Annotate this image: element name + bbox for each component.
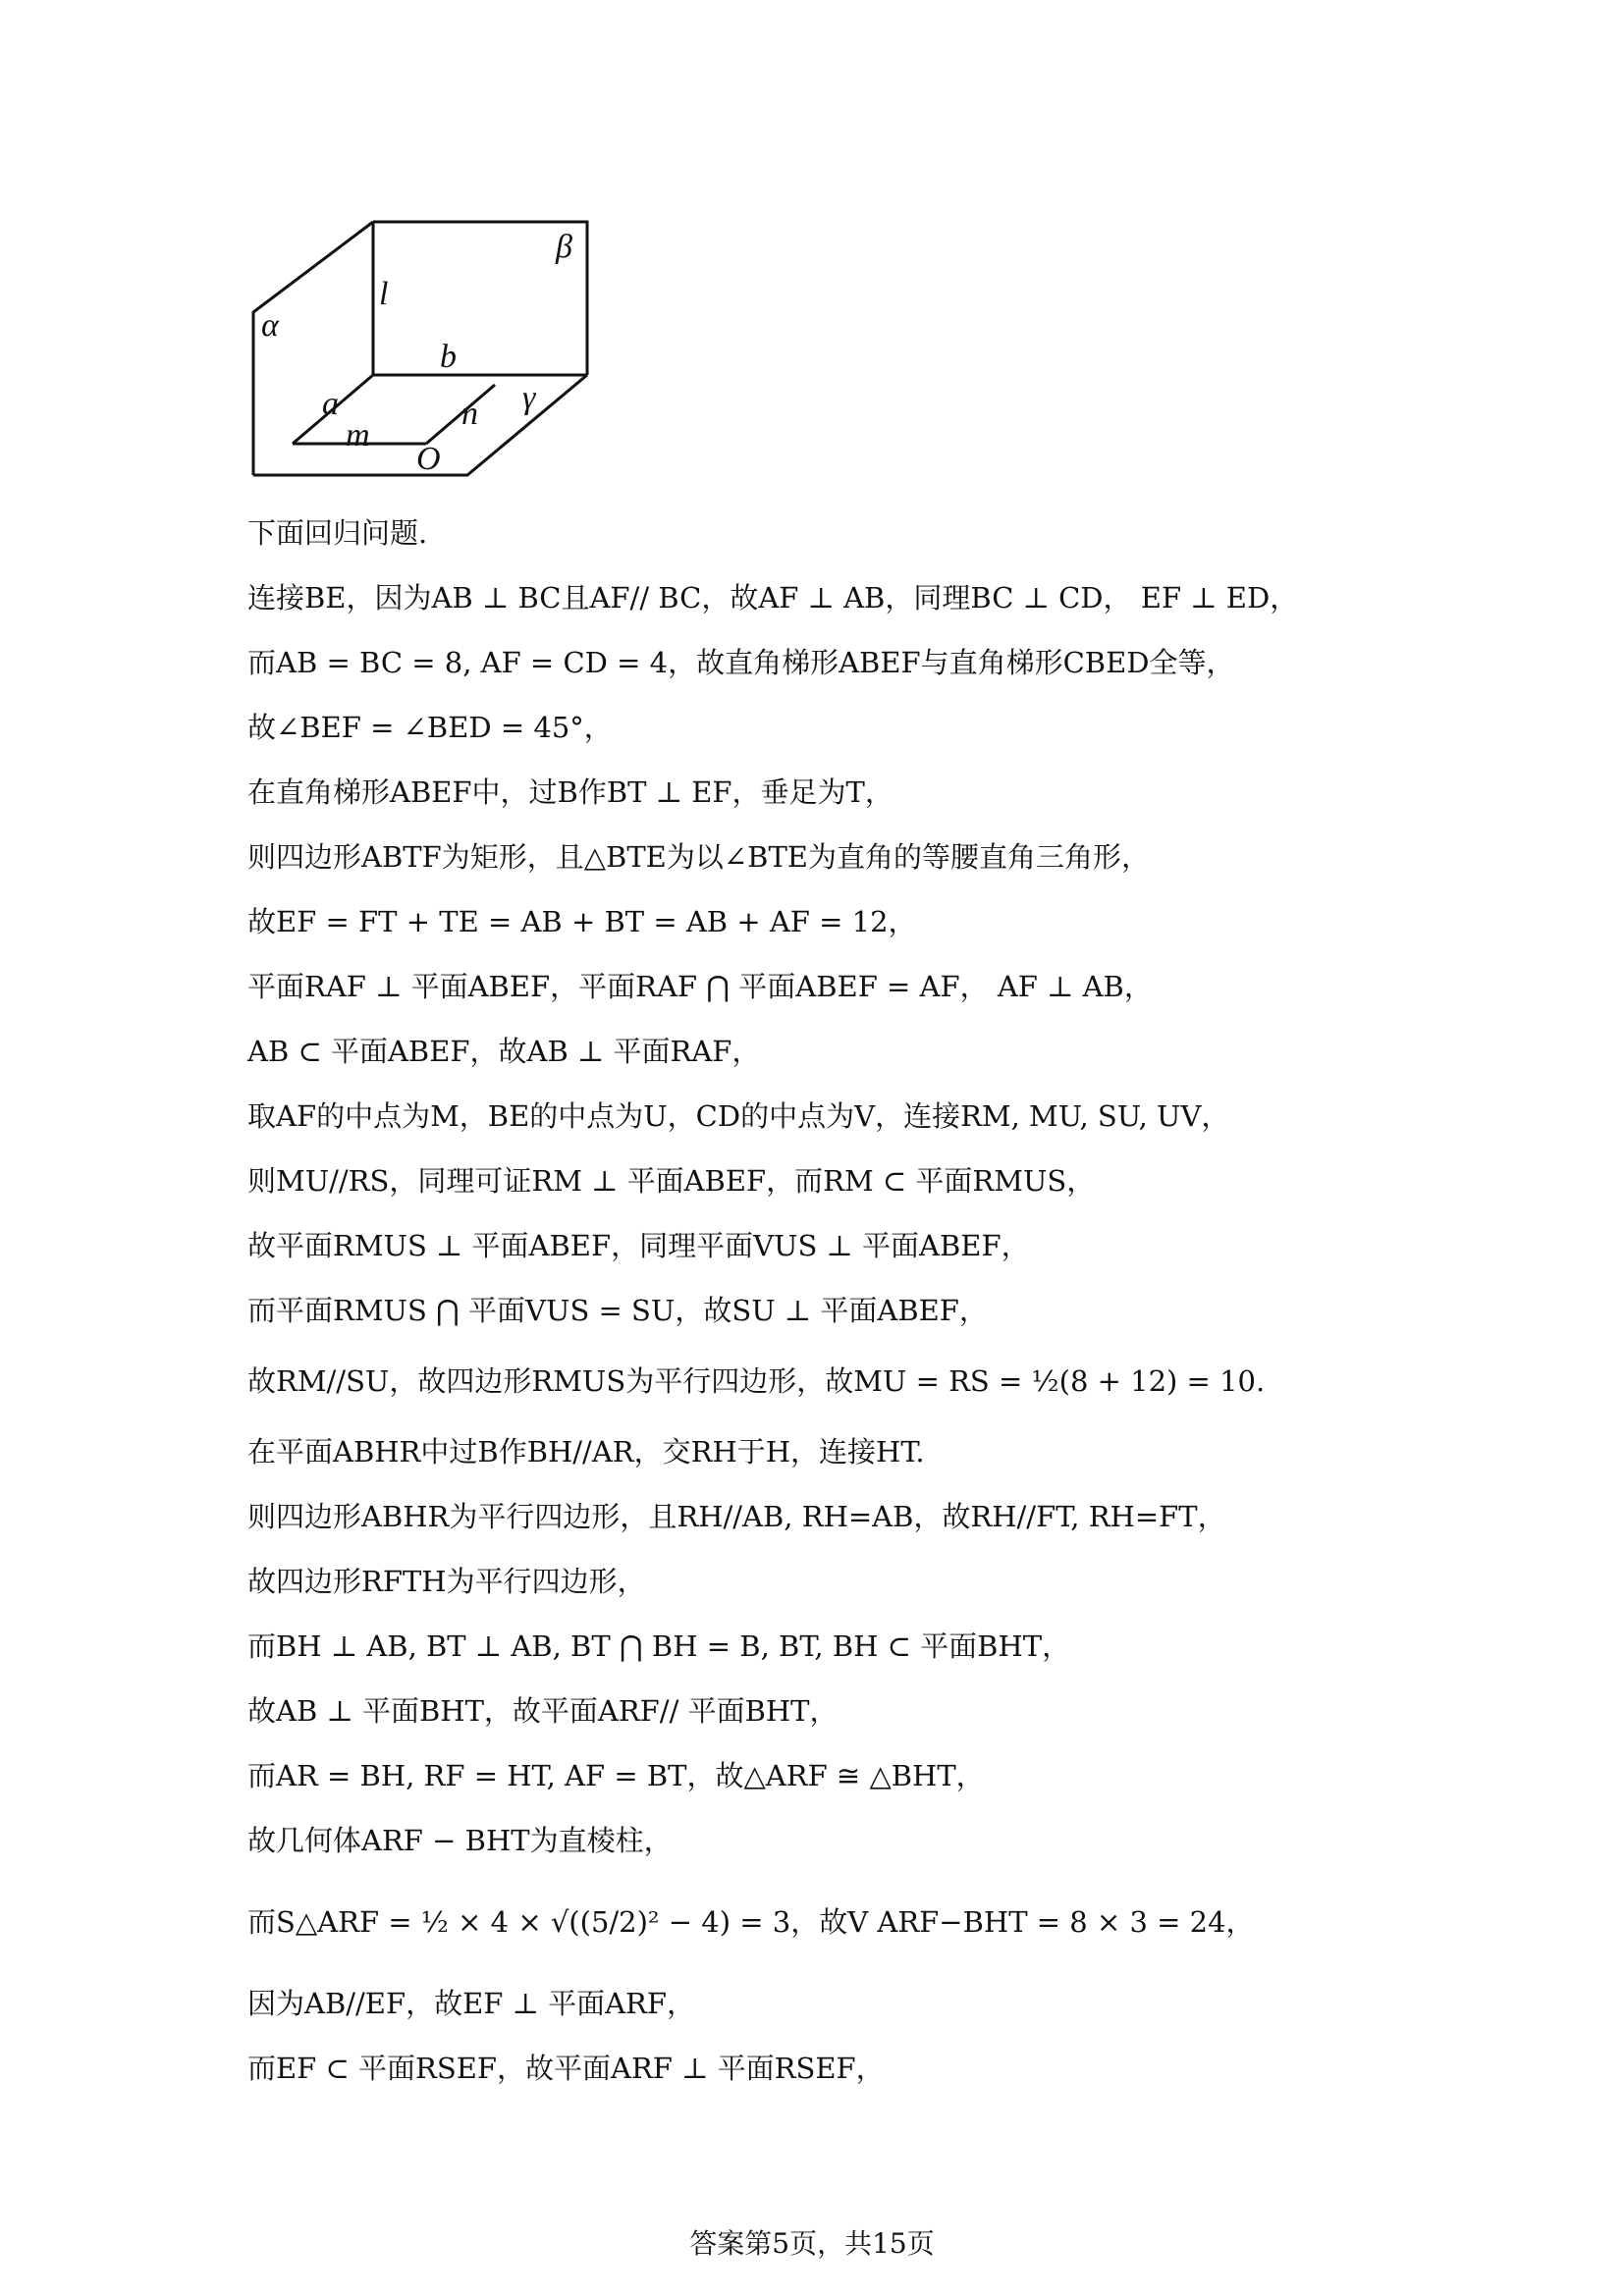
text-line: 平面RAF ⊥ 平面ABEF，平面RAF ⋂ 平面ABEF = AF， AF ⊥ AB， [247,970,1153,1003]
text-line: 取AF的中点为M，BE的中点为U，CD的中点为V，连接RM, MU, SU, UV， [247,1099,1230,1133]
text-line: 故四边形RFTH为平行四边形， [247,1565,646,1598]
page-footer: 答案第5页，共15页 [689,2227,935,2260]
text-line: 则四边形ABHR为平行四边形，且RH//AB, RH=AB，故RH//FT, RH=FT， [247,1500,1226,1533]
text-line: 则四边形ABTF为矩形，且△BTE为以∠BTE为直角的等腰直角三角形， [247,840,1150,874]
text-line: 故RM//SU，故四边形RMUS为平行四边形，故MU = RS = ½(8 + 12) = 10. [247,1364,1266,1398]
label-a: a [322,386,339,422]
label-alpha: α [261,307,279,344]
text-line: 在直角梯形ABEF中，过B作BT ⊥ EF，垂足为T， [247,775,893,809]
text-line: 下面回归问题. [247,516,428,550]
planes-diagram [244,206,607,486]
text-line: 则MU//RS，同理可证RM ⊥ 平面ABEF，而RM ⊂ 平面RMUS， [247,1164,1096,1198]
text-line: 因为AB//EF，故EF ⊥ 平面ARF， [247,1987,695,2020]
text-line: 故EF = FT + TE = AB + BT = AB + AF = 12， [247,905,917,938]
text-line: 故∠BEF = ∠BED = 45°， [247,711,613,744]
text-line: 而AB = BC = 8, AF = CD = 4，故直角梯形ABEF与直角梯形CBED全等， [247,646,1235,679]
label-l: l [379,276,389,312]
text-line: 连接BE，因为AB ⊥ BC且AF// BC，故AF ⊥ AB，同理BC ⊥ CD， EF ⊥ ED， [247,581,1299,614]
label-m: m [346,417,370,454]
label-n: n [461,396,478,432]
text-line: 而平面RMUS ⋂ 平面VUS = SU，故SU ⊥ 平面ABEF， [247,1294,988,1327]
text-line: 故平面RMUS ⊥ 平面ABEF，同理平面VUS ⊥ 平面ABEF， [247,1229,1030,1262]
text-line: 在平面ABHR中过B作BH//AR，交RH于H，连接HT. [247,1435,925,1468]
text-line: AB ⊂ 平面ABEF，故AB ⊥ 平面RAF， [247,1035,761,1068]
geometry-figure [244,206,607,486]
label-beta: β [556,229,572,265]
text-line: 故几何体ARF − BHT为直棱柱， [247,1824,673,1857]
text-line: 而AR = BH, RF = HT, AF = BT，故△ARF ≅ △BHT， [247,1759,985,1792]
label-gamma: γ [522,380,536,416]
label-O: O [416,441,441,477]
text-line: 而EF ⊂ 平面RSEF，故平面ARF ⊥ 平面RSEF， [247,2052,885,2085]
solution-text [247,501,1377,2101]
text-line: 故AB ⊥ 平面BHT，故平面ARF// 平面BHT， [247,1694,839,1728]
text-line: 而S△ARF = ½ × 4 × √((5/2)² − 4) = 3，故V ARF−BHT = 8 × 3 = 24， [247,1905,1255,1939]
label-b: b [440,339,457,375]
text-line: 而BH ⊥ AB, BT ⊥ AB, BT ⋂ BH = B, BT, BH ⊂ 平面BHT， [247,1629,1071,1663]
line-n [426,385,495,444]
